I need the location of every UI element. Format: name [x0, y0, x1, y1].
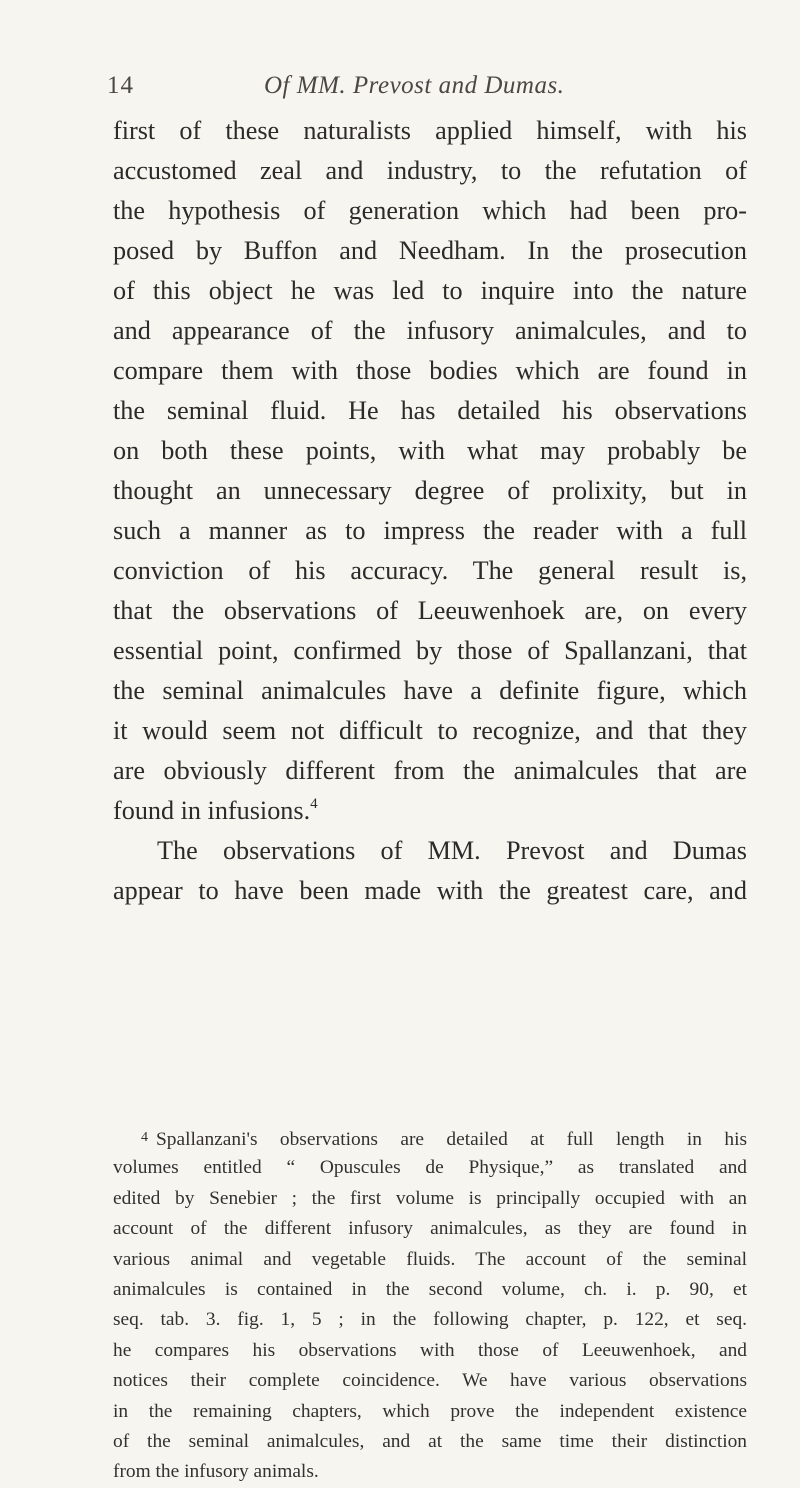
- body-line: first of these naturalists applied himself, with his: [113, 116, 747, 145]
- footnote-line: edited by Senebier ; the first volume is principally occupied with an: [113, 1187, 747, 1209]
- body-line: appear to have been made with the greatest care, and: [113, 876, 747, 905]
- body-line: accustomed zeal and industry, to the refutation of: [113, 156, 747, 185]
- footnote-line: notices their complete coincidence. We have various observations: [113, 1370, 747, 1392]
- page-header: [107, 68, 747, 108]
- body-line: the seminal fluid. He has detailed his observations: [113, 396, 747, 425]
- body-line: compare them with those bodies which are found in: [113, 356, 747, 385]
- body-line: the hypothesis of generation which had been pro-: [113, 196, 747, 225]
- body-line-text: found in infusions.: [113, 796, 311, 825]
- footnote-line: of the seminal animalcules, and at the same time their distinction: [113, 1430, 747, 1452]
- footnote-reference: 4: [310, 796, 318, 812]
- body-line-paragraph-end: [113, 791, 747, 831]
- footnote-line: in the remaining chapters, which prove the independent existence: [113, 1400, 747, 1422]
- body-line: the seminal animalcules have a definite figure, which: [113, 676, 747, 705]
- footnote-last-line: from the infusory animals.: [113, 1461, 319, 1483]
- body-line: conviction of his accuracy. The general result is,: [113, 556, 747, 585]
- footnote-line: seq. tab. 3. fig. 1, 5 ; in the following chapter, p. 122, et seq.: [113, 1309, 747, 1331]
- body-line-paragraph-start: The observations of MM. Prevost and Dumas: [157, 836, 747, 865]
- footnote-text: Spallanzani's observations are detailed at full length in his: [156, 1129, 747, 1150]
- body-line: that the observations of Leeuwenhoek are, on every: [113, 596, 747, 625]
- footnote-line: animalcules is contained in the second volume, ch. i. p. 90, et: [113, 1278, 747, 1300]
- body-line: essential point, confirmed by those of Spallanzani, that: [113, 636, 747, 665]
- footnote-marker: 4: [141, 1130, 148, 1145]
- body-line: such a manner as to impress the reader with a full: [113, 516, 747, 545]
- page-number: 14: [107, 72, 134, 99]
- footnote-line: volumes entitled “ Opuscules de Physique,” as translated and: [113, 1157, 747, 1179]
- running-head: Of MM. Prevost and Dumas.: [264, 72, 565, 99]
- footnote-line: he compares his observations with those of Leeuwenhoek, and: [113, 1339, 747, 1361]
- body-line: posed by Buffon and Needham. In the prosecution: [113, 236, 747, 265]
- body-text: [113, 111, 747, 911]
- body-line: are obviously different from the animalcules that are: [113, 756, 747, 785]
- footnote-line: various animal and vegetable fluids. The account of the seminal: [113, 1248, 747, 1270]
- footnote-line: account of the different infusory animalcules, as they are found in: [113, 1218, 747, 1240]
- body-line: thought an unnecessary degree of prolixity, but in: [113, 476, 747, 505]
- body-line: of this object he was led to inquire into the nature: [113, 276, 747, 305]
- footnotes: [113, 1123, 747, 1488]
- body-line: it would seem not difficult to recognize, and that they: [113, 716, 747, 745]
- body-line: on both these points, with what may probably be: [113, 436, 747, 465]
- footnote-first-line: [113, 1123, 747, 1153]
- body-line: and appearance of the infusory animalcules, and to: [113, 316, 747, 345]
